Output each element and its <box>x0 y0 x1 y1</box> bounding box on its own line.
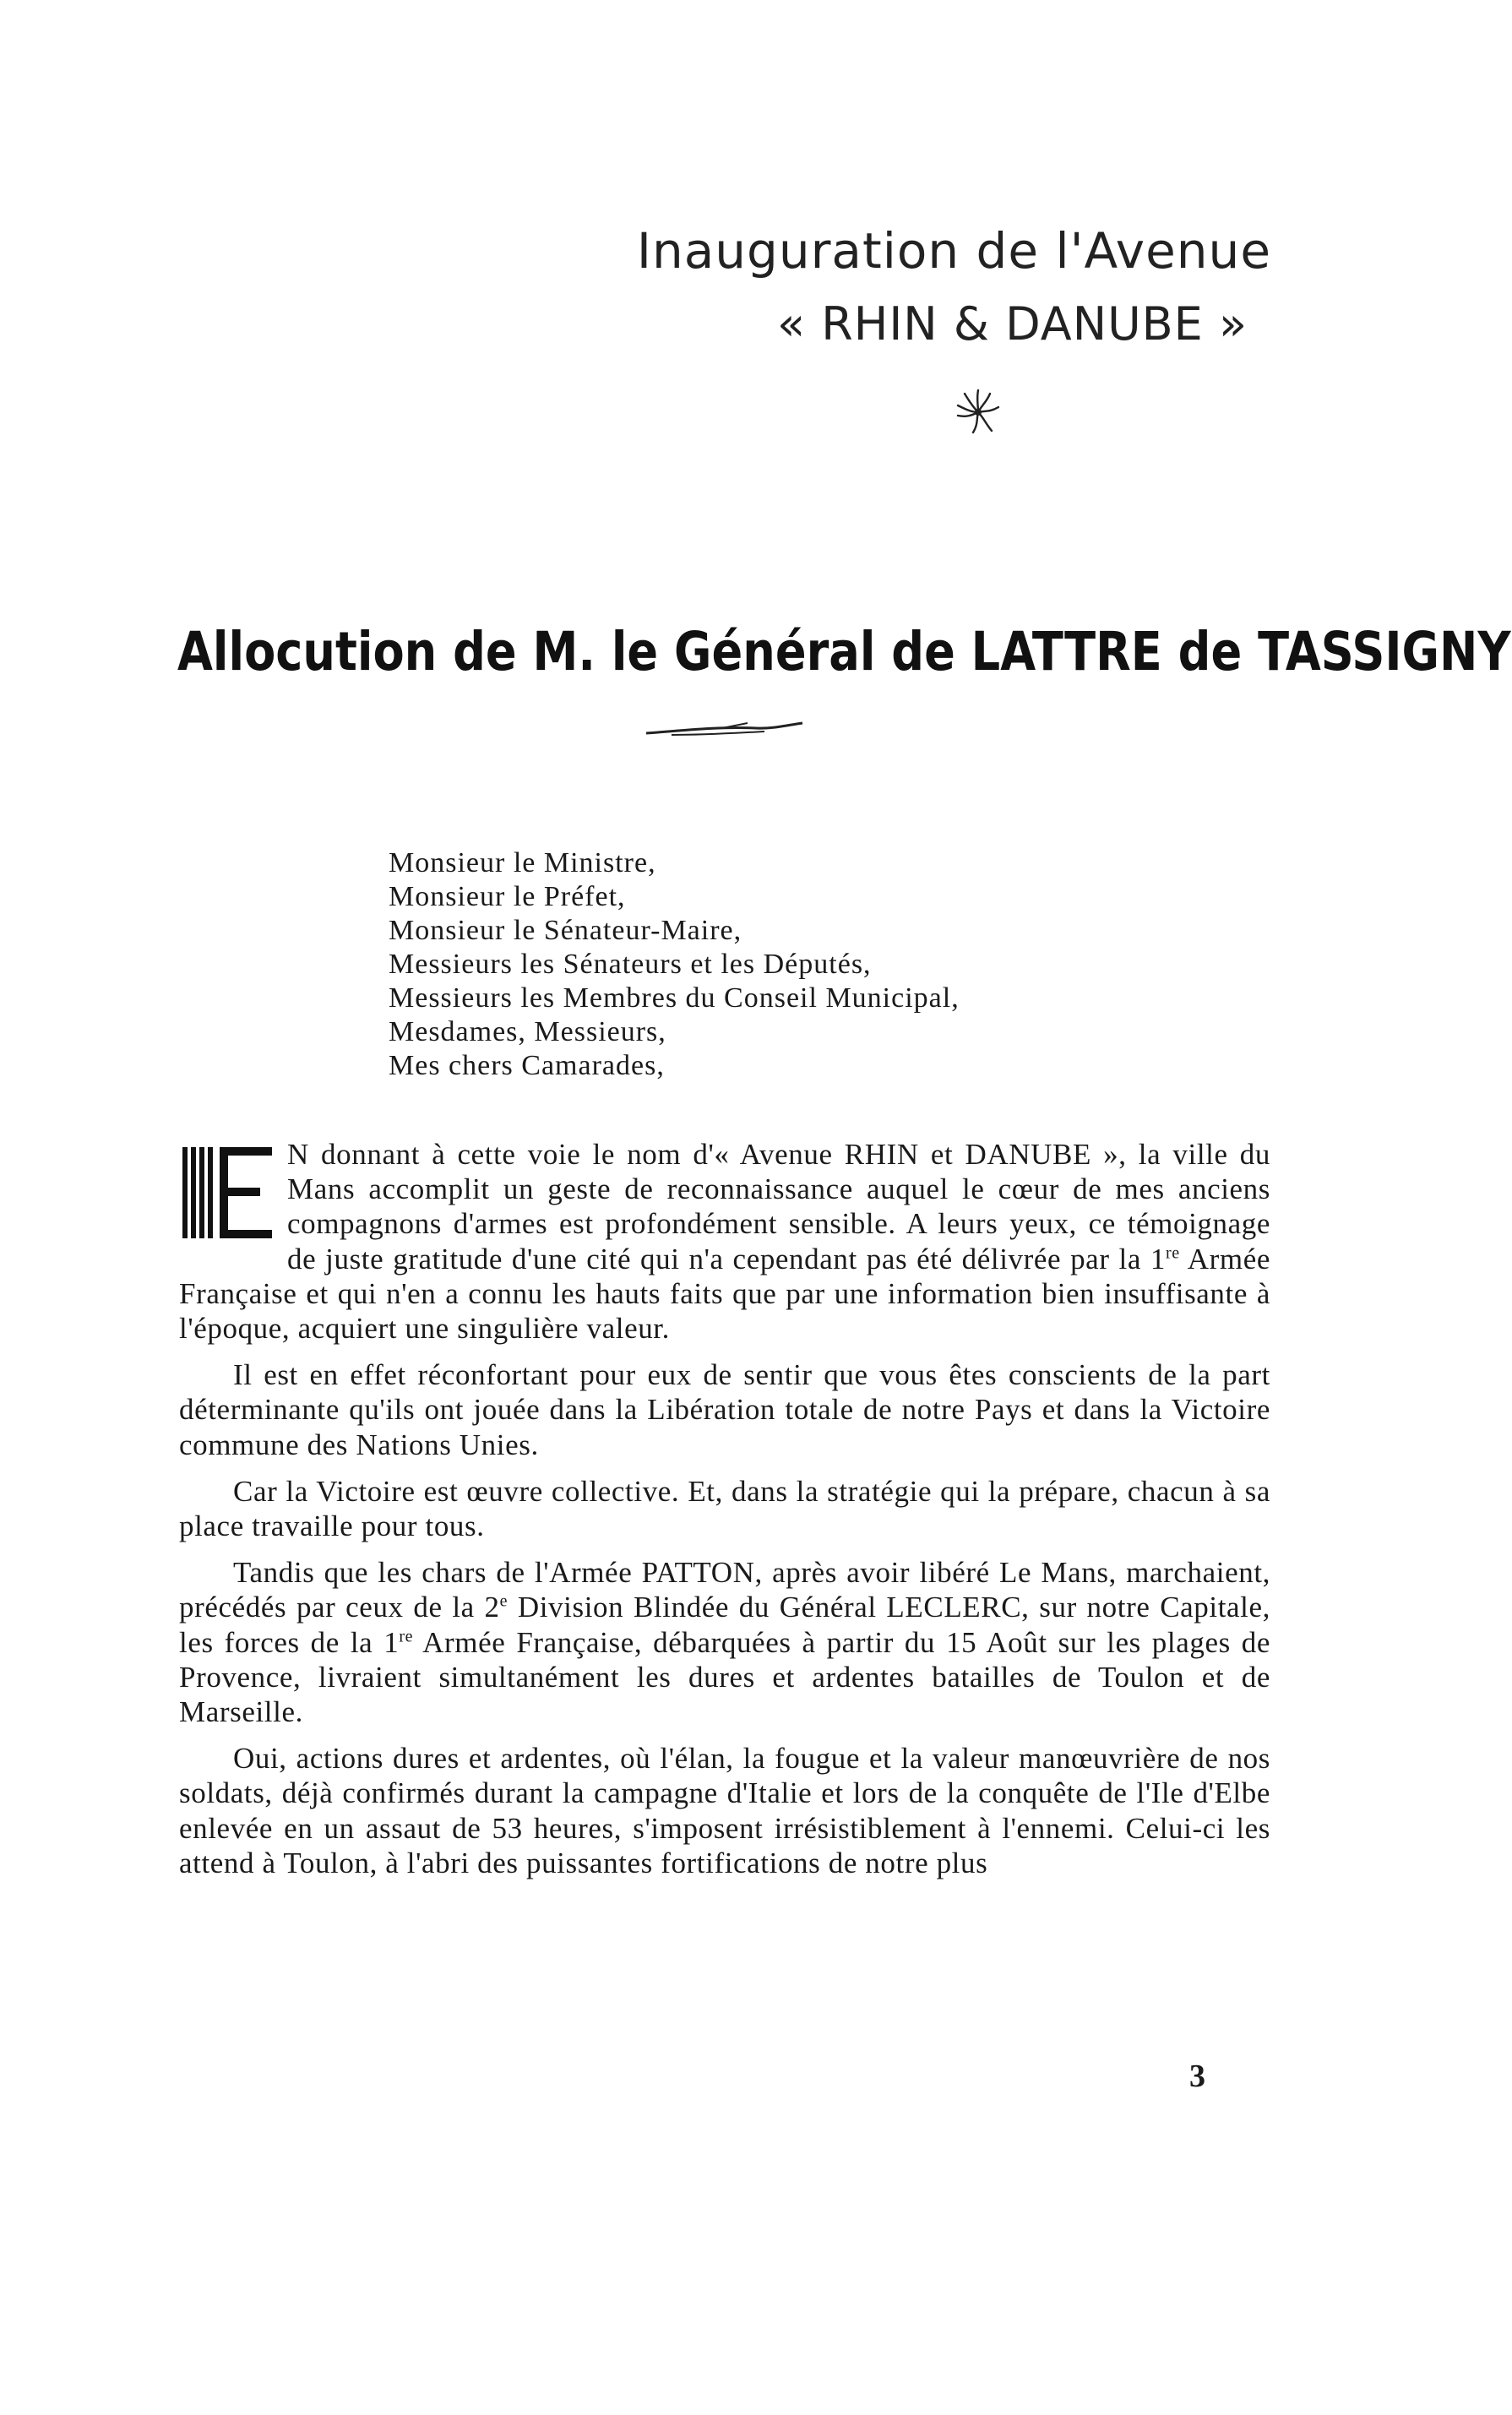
salutation-line: Monsieur le Préfet, <box>389 881 626 912</box>
ordinal-number: 2 <box>484 1591 500 1624</box>
paragraph-text: Armée Française, débarquées à partir du 15 Août sur les plages de Provence, livraient simultanément les dures et ardentes batailles de Toulon et de Marseille. <box>179 1625 1270 1729</box>
paragraph: Car la Victoire est œuvre collective. Et, dans la stratégie qui la prépare, chacun à sa place travaille pour tous. <box>179 1474 1270 1543</box>
salutation-line: Mesdames, Messieurs, <box>389 1016 666 1047</box>
salutations-list <box>389 846 960 1083</box>
paragraph <box>179 1555 1270 1729</box>
paragraph <box>179 1137 1270 1346</box>
title-block <box>637 221 1271 351</box>
paragraph-text: Tandis que les chars de l'Armée PATTON, après avoir libéré Le Mans, marchaient, précédés par ceux de la <box>179 1556 1270 1624</box>
paragraph: Il est en effet réconfortant pour eux de sentir que vous êtes conscients de la part déterminante qu'ils ont jouée dans la Libération totale de notre Pays et dans la Victoire commune des Nations Unies. <box>179 1358 1270 1461</box>
salutation-line: Monsieur le Sénateur-Maire, <box>389 915 742 946</box>
title-line-1: Inauguration de l'Avenue <box>636 222 1271 280</box>
salutation-line: Monsieur le Ministre, <box>389 847 656 878</box>
speech-body <box>179 1137 1270 1892</box>
ordinal-number: 1 <box>383 1625 400 1659</box>
paragraph: Oui, actions dures et ardentes, où l'élan, la fougue et la valeur manœuvrière de nos soldats, déjà confirmés durant la campagne d'Italie et lors de la conquête de l'Ile d'Elbe enlevée en un assaut de 53 heures, s'imposent irrésistiblement à l'ennemi. Celui-ci les attend à Toulon, à l'abri des puissantes fortifications de notre plus <box>179 1742 1270 1879</box>
ordinal-suffix: re <box>399 1626 414 1645</box>
title-line-2: « RHIN & DANUBE » <box>777 297 1248 351</box>
paragraph-text: Armée Française et qui n'en a connu les hauts faits que par une information bien insuffisante à l'époque, acquiert une singulière valeur. <box>179 1242 1270 1346</box>
salutation-line: Messieurs les Sénateurs et les Députés, <box>389 949 872 980</box>
drop-cap-letter-e <box>179 1144 280 1243</box>
speech-heading: Allocution de M. le Général de LATTRE de TASSIGNY <box>177 621 1511 683</box>
paragraph-text: Division Blindée du Général LECLERC, sur notre Capitale, les forces de la <box>179 1591 1270 1659</box>
paragraph-text: N donnant à cette voie le nom d'« Avenue RHIN et DANUBE », la ville du Mans accomplit un geste de reconnaissance auquel le cœur de mes anciens compagnons d'armes est profondément sensible. A leurs yeux, ce témoignage de juste gratitude d'une cité qui n'a cependant pas été délivrée par la <box>287 1138 1270 1275</box>
page-number: 3 <box>1189 2059 1205 2094</box>
ordinal-suffix: re <box>1166 1243 1180 1262</box>
star-flower-icon <box>953 387 1003 438</box>
salutation-line: Mes chers Camarades, <box>389 1050 665 1081</box>
decorative-rule <box>638 718 807 743</box>
salutation-line: Messieurs les Membres du Conseil Municipal, <box>389 982 960 1014</box>
ordinal-number: 1 <box>1150 1242 1167 1275</box>
ordinal-suffix: e <box>499 1591 509 1611</box>
